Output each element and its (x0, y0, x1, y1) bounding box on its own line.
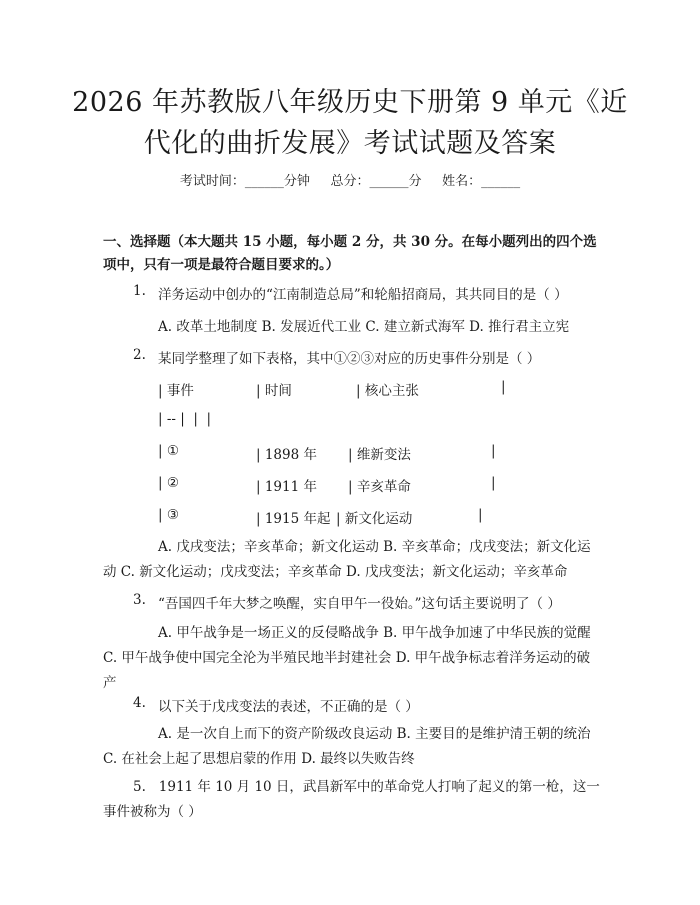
q2-text: 某同学整理了如下表格，其中①②③对应的历史事件分别是（ ） (158, 351, 541, 367)
q4-options: A. 是一次自上而下的资产阶级改良运动 B. 主要目的是维护清王朝的统治 C. 在社会上起了思想启蒙的作用 D. 最终以失败告终 (103, 726, 591, 767)
q3-text: “吾国四千年大梦之唤醒，实自甲午一役始。”这句话主要说明了（ ） (158, 596, 561, 612)
q1-text: 洋务运动中创办的“江南制造总局”和轮船招商局，其共同目的是（ ） (158, 287, 568, 303)
table-cell: | (491, 475, 496, 491)
table-cell: | 事件 (158, 383, 194, 399)
table-cell: | 时间 (256, 383, 292, 399)
table-cell: | (501, 379, 506, 395)
table-cell: | 新文化运动 (336, 511, 413, 527)
table-separator-row: | -- | | | (158, 411, 212, 427)
q2-number: 2. (133, 347, 146, 363)
exam-title (60, 82, 640, 164)
q5-text (103, 775, 601, 825)
q4-number: 4. (133, 695, 146, 711)
title-line-2: 代化的曲折发展》考试试题及答案 (143, 128, 557, 159)
section-header: 一、选择题（本大题共 15 小题，每小题 2 分，共 30 分。在每小题列出的四个选项中，只有一项是最符合题目要求的。） (103, 234, 597, 273)
q5-question: 1911 年 10 月 10 日，武昌新军中的革命党人打响了起义的第一枪，这一事件被称为（ ） (103, 779, 600, 820)
table-cell: | 辛亥革命 (348, 479, 411, 495)
q5-number: 5. (133, 779, 146, 795)
q4-text: 以下关于戊戌变法的表述，不正确的是（ ） (158, 699, 419, 715)
q2-options: A. 戊戌变法；辛亥革命；新文化运动 B. 辛亥革命；戊戌变法；新文化运动 C. 新文化运动；戊戌变法；辛亥革命 D. 戊戌变法；新文化运动；辛亥革命 (103, 539, 591, 580)
title-line-1: 2026 年苏教版八年级历史下册第 9 单元《近 (72, 87, 628, 118)
table-cell: | ① (158, 443, 179, 459)
q3-options: A. 甲午战争是一场正义的反侵略战争 B. 甲午战争加速了中华民族的觉醒 C. 甲午战争使中国完全沦为半殖民地半封建社会 D. 甲午战争标志着洋务运动的破产 (103, 625, 591, 691)
table-cell: | (478, 507, 483, 523)
exam-meta: 考试时间：______分钟 总分：______分 姓名：______ (179, 174, 521, 189)
table-cell: | ③ (158, 507, 179, 523)
table-cell: | 1898 年 (256, 447, 317, 463)
table-cell: | ② (158, 475, 179, 491)
q3-number: 3. (133, 592, 146, 608)
q1-options: A. 改革土地制度 B. 发展近代工业 C. 建立新式海军 D. 推行君主立宪 (158, 319, 570, 335)
table-cell: | 1915 年起 (256, 511, 331, 527)
table-cell: | (491, 443, 496, 459)
table-cell: | 维新变法 (348, 447, 411, 463)
table-cell: | 1911 年 (256, 479, 317, 495)
q1-number: 1. (133, 283, 146, 299)
table-cell: | 核心主张 (356, 383, 419, 399)
